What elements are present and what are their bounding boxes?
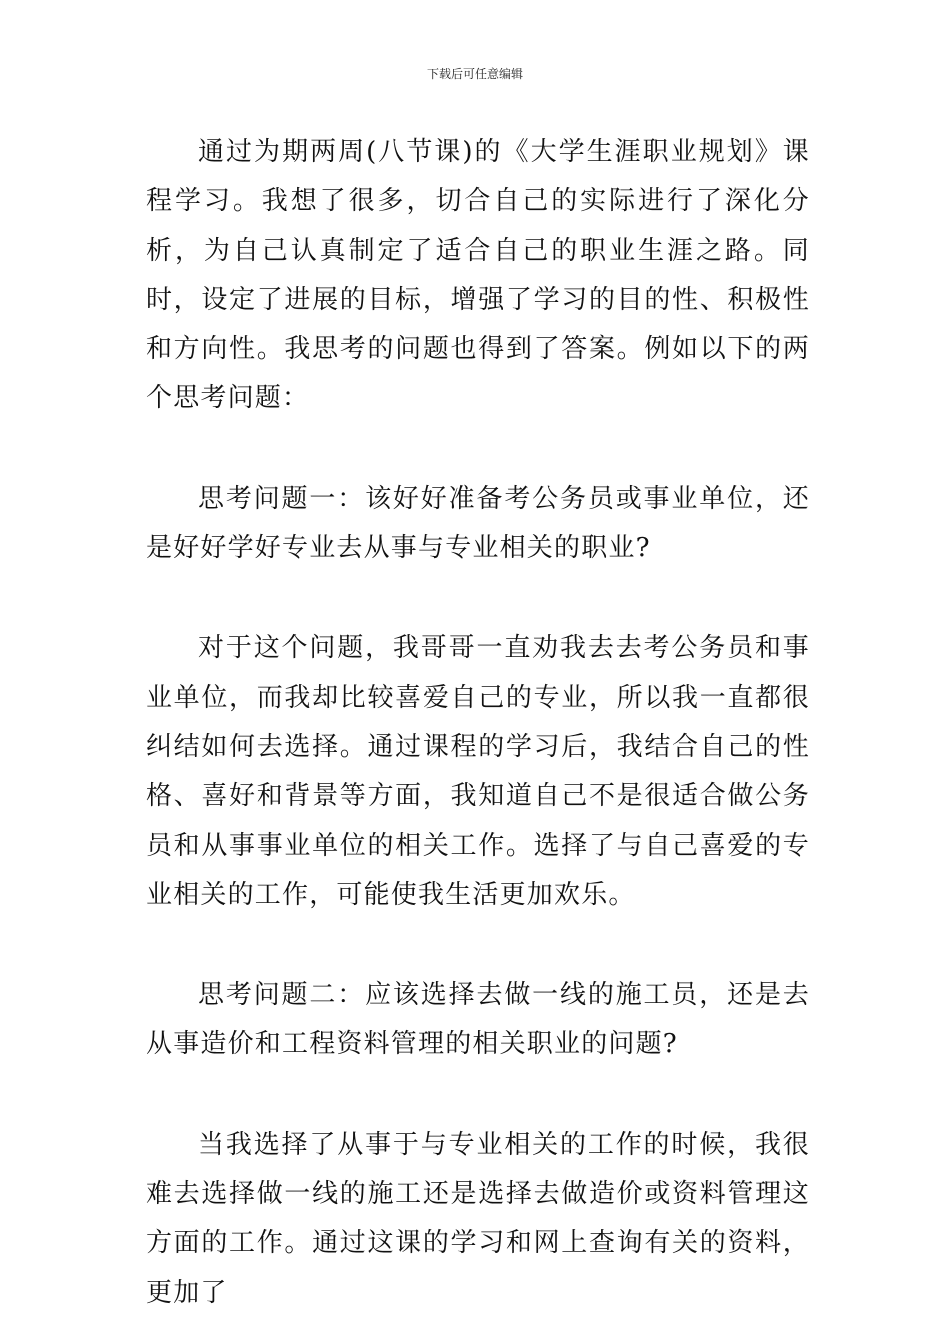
document-body: [146, 128, 810, 1318]
paragraph-gap: [146, 424, 810, 475]
paragraph-gap: [146, 573, 810, 624]
page-header-note: 下载后可任意编辑: [426, 67, 523, 81]
paragraph-gap: [146, 920, 810, 971]
paragraph-answer-two: 当我选择了从事于与专业相关的工作的时候，我很难去选择做一线的施工还是选择去做造价或资料管理这方面的工作。通过这课的学习和网上查询有关的资料，更加了: [146, 1129, 810, 1308]
paragraph-question-one: 思考问题一：该好好准备考公务员或事业单位，还是好好学好专业去从事与专业相关的职业?: [146, 483, 810, 564]
paragraph-answer-one: 对于这个问题，我哥哥一直劝我去去考公务员和事业单位，而我却比较喜爱自己的专业，所以我一直都很纠结如何去选择。通过课程的学习后，我结合自己的性格、喜好和背景等方面，我知道自己不是很适合做公务员和从事事业单位的相关工作。选择了与自己喜爱的专业相关的工作，可能使我生活更加欢乐。: [146, 633, 810, 910]
paragraph-intro: 通过为期两周(八节课)的《大学生涯职业规划》课程学习。我想了很多，切合自己的实际进行了深化分析，为自己认真制定了适合自己的职业生涯之路。同时，设定了进展的目标，增强了学习的目的性、积极性和方向性。我思考的问题也得到了答案。例如以下的两个思考问题：: [146, 137, 810, 414]
paragraph-gap: [146, 1070, 810, 1121]
paragraph-question-two: 思考问题二：应该选择去做一线的施工员，还是去从事造价和工程资料管理的相关职业的问题?: [146, 980, 810, 1060]
